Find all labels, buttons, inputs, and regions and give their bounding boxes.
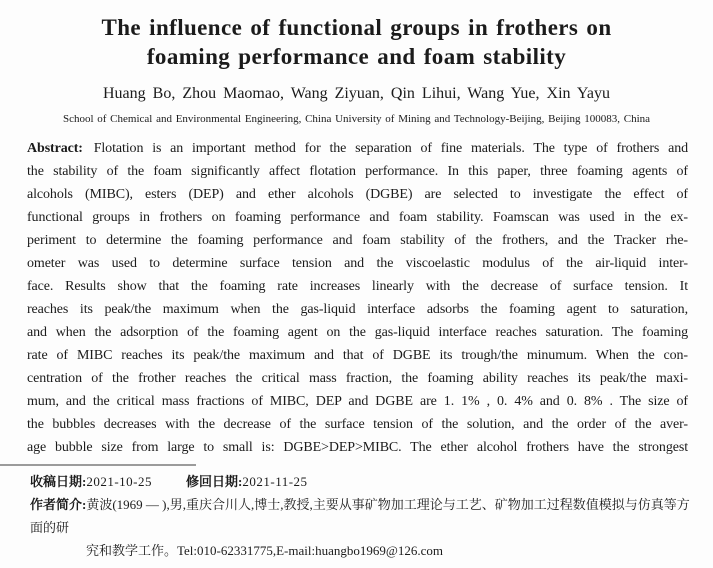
abstract-line: ometer was used to determine surface tension and the viscoelastic modulus of the air-liquid inter-: [27, 256, 688, 271]
revised-date-label: 修回日期:: [186, 474, 243, 489]
abstract-line: reaches its peak/the maximum when the gas-liquid interface adsorbs the foaming agent to saturation,: [27, 302, 688, 317]
abstract-line: [27, 137, 688, 160]
abstract-line: alcohols (MIBC), esters (DEP) and ether alcohols (DGBE) are selected to investigate the effect of: [27, 187, 688, 202]
revised-date-value: 2021-11-25: [242, 474, 308, 489]
bio-text-line-1: 黄波(1969 — ),男,重庆合川人,博士,教授,主要从事矿物加工理论与工艺、矿物加工过程数值模拟与仿真等方面的研: [30, 497, 690, 535]
abstract-line: centration of the frother reaches the critical mass fraction, the foaming ability reaches its peak/the maxi-: [27, 371, 688, 386]
revised-date: [186, 474, 308, 489]
footnote-section: [30, 470, 697, 562]
dates-line: [30, 470, 697, 493]
abstract-line: age bubble size from large to small is: DGBE>DEP>MIBC. The ether alcohol frothers have the strongest: [27, 440, 688, 455]
author-bio: [30, 493, 697, 562]
abstract-label: Abstract:: [27, 141, 83, 156]
abstract-line: the stability of the foam significantly affect flotation performance. In this paper, three foaming agents of: [27, 164, 688, 179]
received-date: [30, 474, 152, 489]
author-bio-line-1: [30, 493, 697, 539]
authors-line: Huang Bo, Zhou Maomao, Wang Ziyuan, Qin Lihui, Wang Yue, Xin Yayu: [103, 85, 610, 102]
abstract-line: face. Results show that the foaming rate increases linearly with the decrease of surface tension. It: [27, 279, 688, 294]
abstract-line: the bubbles decreases with the decrease of the surface tension of the solution, and the order of the aver-: [27, 417, 688, 432]
abstract-section: [27, 137, 688, 459]
abstract-line: functional groups in frothers on foaming performance and foam stability. Foamscan was used in the ex-: [27, 210, 688, 225]
abstract-line-text: Flotation is an important method for the separation of fine materials. The type of frothers and: [93, 141, 688, 156]
bio-label: 作者简介:: [30, 497, 87, 512]
abstract-line: periment to determine the foaming performance and foam stability of the frothers, and the Tracker rhe-: [27, 233, 688, 248]
paper-title: [0, 0, 713, 71]
abstract-line: mum, and the critical mass fractions of MIBC, DEP and DGBE are 1. 1% , 0. 4% and 0. 8% . The size of: [27, 394, 688, 409]
received-date-label: 收稿日期:: [30, 474, 87, 489]
affiliation-line: School of Chemical and Environmental Engineering, China University of Mining and Technology-Beijing, Beijing 100083, China: [62, 113, 651, 125]
abstract-line: and when the adsorption of the foaming agent on the gas-liquid interface reaches saturation. The foaming: [27, 325, 688, 340]
footnote-divider: [0, 464, 196, 466]
title-line-2: foaming performance and foam stability: [146, 44, 567, 69]
title-line-1: The influence of functional groups in frothers on: [101, 15, 612, 40]
received-date-value: 2021-10-25: [86, 474, 153, 489]
bio-text-line-2: 究和教学工作。Tel:010-62331775,E-mail:huangbo1969@126.com: [86, 543, 443, 558]
abstract-line: rate of MIBC reaches its peak/the maximum and that of DGBE its trough/the minumum. When the con-: [27, 348, 688, 363]
